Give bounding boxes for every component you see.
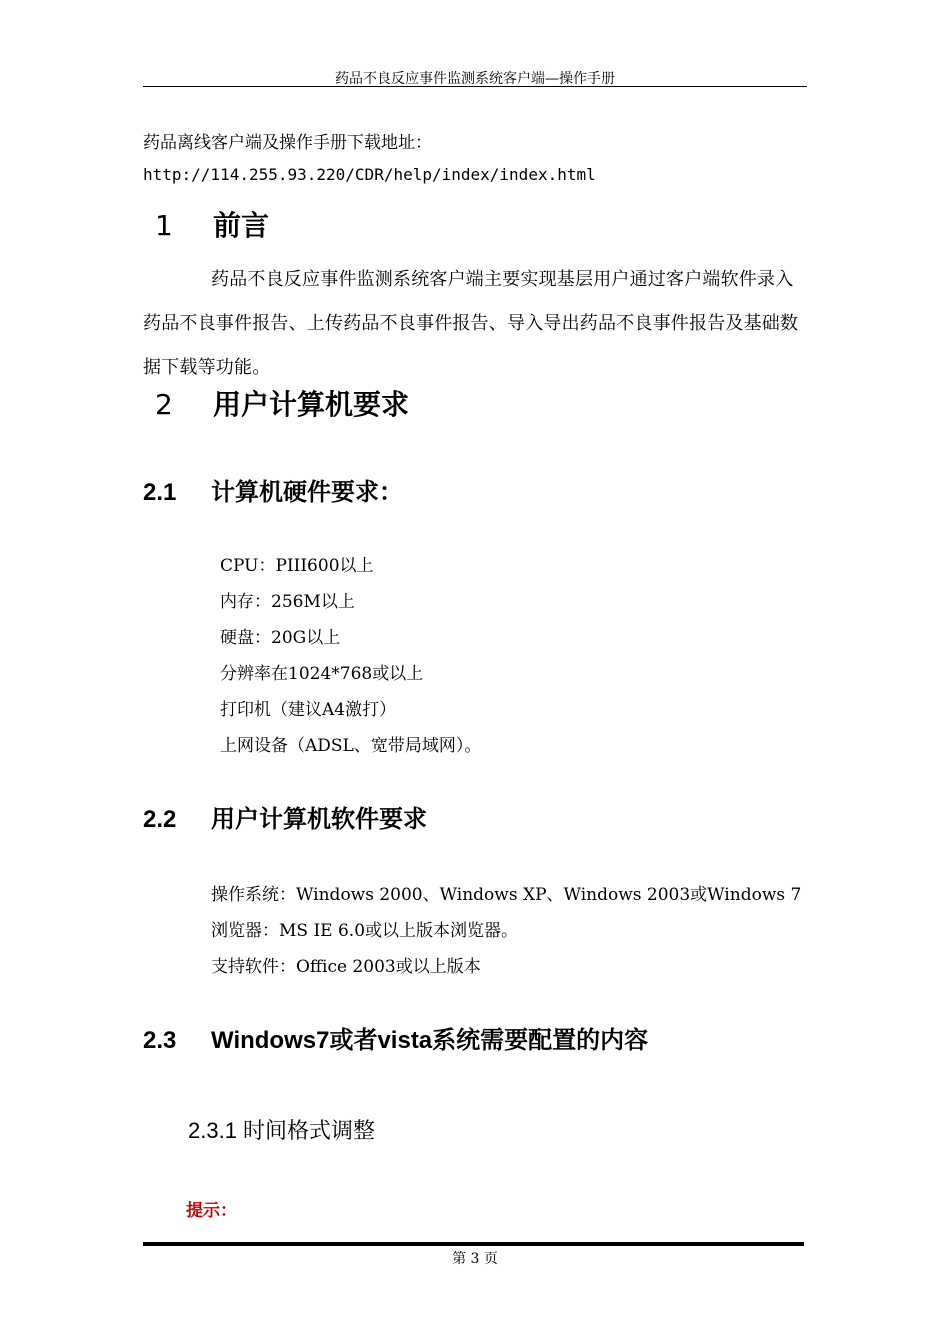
tip-label: 提示： — [186, 1201, 237, 1221]
section-2-3-heading — [143, 1020, 648, 1055]
section-2-heading — [155, 383, 409, 423]
section-number: 1 — [155, 209, 173, 242]
list-item: 支持软件：Office 2003或以上版本 — [211, 957, 481, 977]
section-title: 用户计算机软件要求 — [211, 806, 427, 833]
list-item: 上网设备（ADSL、宽带局域网）。 — [220, 736, 482, 756]
list-item: 硬盘：20G以上 — [220, 628, 341, 648]
section-number: 2 — [155, 388, 173, 421]
list-item: 内存：256M以上 — [220, 592, 355, 612]
list-item: 操作系统：Windows 2000、Windows XP、Windows 2003或Windows 7 — [211, 885, 802, 905]
section-1-heading — [155, 204, 269, 244]
section-1-paragraph: 药品不良反应事件监测系统客户端主要实现基层用户通过客户端软件录入药品不良事件报告、上传药品不良事件报告、导入导出药品不良事件报告及基础数据下载等功能。 — [143, 269, 799, 378]
footer-rule — [143, 1242, 804, 1246]
page-header-title: 药品不良反应事件监测系统客户端—操作手册 — [335, 71, 615, 87]
list-item: CPU：PIII600以上 — [220, 556, 374, 576]
download-label: 药品离线客户端及操作手册下载地址： — [143, 133, 432, 153]
section-number: 2.2 — [143, 806, 177, 833]
header-rule — [143, 86, 807, 87]
software-requirements-list — [211, 877, 801, 985]
list-item: 打印机（建议A4激打） — [220, 700, 397, 720]
download-url[interactable]: http://114.255.93.220/CDR/help/index/index.html — [143, 165, 596, 184]
section-2-3-1-heading: 2.3.1 时间格式调整 — [188, 1118, 376, 1143]
hardware-requirements-list — [220, 548, 481, 764]
section-number: 2.3 — [143, 1027, 177, 1054]
section-2-1-heading — [143, 472, 403, 507]
section-title: Windows7或者vista系统需要配置的内容 — [211, 1027, 649, 1054]
section-title: 用户计算机要求 — [213, 388, 410, 421]
list-item: 浏览器：MS IE 6.0或以上版本浏览器。 — [211, 921, 519, 941]
section-number: 2.1 — [143, 479, 177, 506]
section-title: 前言 — [213, 209, 270, 242]
section-2-2-heading — [143, 799, 427, 834]
section-title: 计算机硬件要求： — [211, 479, 403, 506]
list-item: 分辨率在1024*768或以上 — [220, 664, 424, 684]
page-number: 第 3 页 — [452, 1251, 498, 1267]
